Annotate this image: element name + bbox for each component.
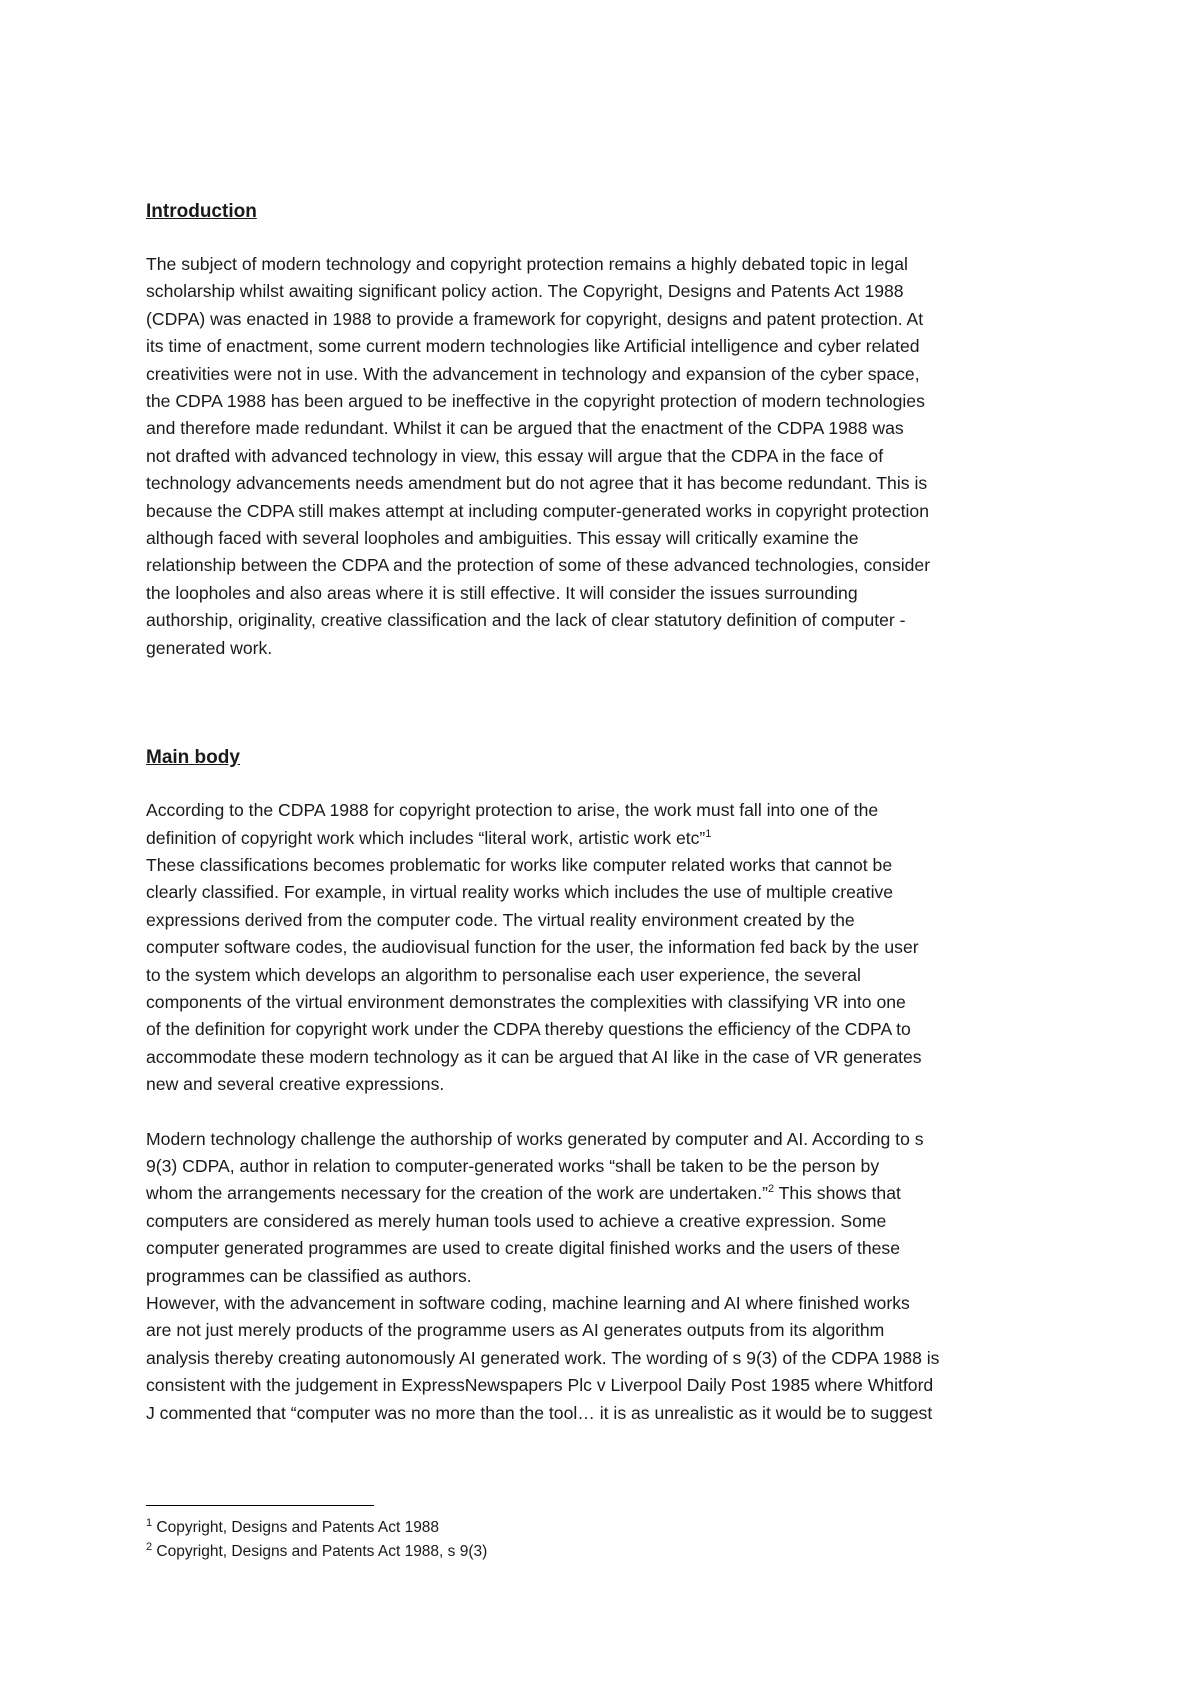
- text-line: to the system which develops an algorithm to personalise each user experience, the several: [146, 964, 861, 985]
- text-line: clearly classified. For example, in virtual reality works which includes the use of multiple creative: [146, 882, 894, 903]
- text-line: analysis thereby creating autonomously AI generated work. The wording of s 9(3) of the CDPA 1988 is: [146, 1347, 940, 1368]
- text-line: However, with the advancement in software coding, machine learning and AI where finished works: [146, 1293, 910, 1313]
- text-line: According to the CDPA 1988 for copyright protection to arise, the work must fall into one of the: [146, 800, 879, 821]
- text-line: 9(3) CDPA, author in relation to computer-generated works “shall be taken to be the person by: [146, 1155, 880, 1176]
- main-body-paragraph-1: [146, 797, 1066, 1098]
- text-line: because the CDPA still makes attempt at including computer-generated works in copyright protection: [146, 500, 929, 521]
- text-line: relationship between the CDPA and the protection of some of these advanced technologies, consider: [146, 555, 931, 576]
- text-line: of the definition for copyright work under the CDPA thereby questions the efficiency of the CDPA to: [146, 1019, 911, 1040]
- main-body-heading: Main body: [146, 747, 240, 769]
- text-line: and therefore made redundant. Whilst it can be argued that the enactment of the CDPA 1988 was: [146, 418, 904, 439]
- footnote-1: [146, 1516, 746, 1540]
- text-line: are not just merely products of the programme users as AI generates outputs from its algorithm: [146, 1320, 885, 1341]
- footnote-reference-2[interactable]: 2: [767, 1183, 775, 1196]
- text-line: computer software codes, the audiovisual function for the user, the information fed back by the user: [146, 937, 919, 958]
- footnote-number: 1: [146, 1516, 153, 1529]
- text-line: expressions derived from the computer code. The virtual reality environment created by the: [146, 909, 855, 930]
- document-page: [146, 198, 1066, 1427]
- text-line: [146, 825, 1066, 852]
- text-line: new and several creative expressions.: [146, 1074, 445, 1095]
- spacer: [146, 662, 1066, 744]
- text-line: the CDPA 1988 has been argued to be ineffective in the copyright protection of modern technologies: [146, 391, 925, 412]
- text-line: (CDPA) was enacted in 1988 to provide a framework for copyright, designs and patent protection. At: [146, 308, 924, 329]
- footnote-text: Copyright, Designs and Patents Act 1988: [152, 1519, 440, 1536]
- text-line: authorship, originality, creative classification and the lack of clear statutory definition of computer -: [146, 610, 906, 631]
- introduction-paragraph: [146, 251, 1066, 662]
- text-line: computer generated programmes are used to create digital finished works and the users of these: [146, 1238, 901, 1259]
- text-line: consistent with the judgement in ExpressNewspapers Plc v Liverpool Daily Post 1985 where Whitford: [146, 1375, 934, 1396]
- text-line: components of the virtual environment demonstrates the complexities with classifying VR into one: [146, 991, 906, 1012]
- text-line: scholarship whilst awaiting significant policy action. The Copyright, Designs and Patents Act 1988: [146, 281, 904, 302]
- footnote-2: [146, 1540, 746, 1564]
- text-line: the loopholes and also areas where it is still effective. It will consider the issues surrounding: [146, 582, 858, 603]
- text-line: although faced with several loopholes and ambiguities. This essay will critically examine the: [146, 528, 859, 549]
- footnote-text: Copyright, Designs and Patents Act 1988, s 9(3): [152, 1543, 488, 1560]
- footnote-separator: [146, 1505, 374, 1506]
- text-line: Modern technology challenge the authorship of works generated by computer and AI. According to s: [146, 1128, 924, 1149]
- spacer: [146, 771, 1066, 797]
- spacer: [146, 225, 1066, 251]
- introduction-heading: Introduction: [146, 201, 257, 222]
- text-line: not drafted with advanced technology in view, this essay will argue that the CDPA in the face of: [146, 445, 884, 466]
- text-line: J commented that “computer was no more than the tool… it is as unrealistic as it would be to suggest: [146, 1402, 933, 1423]
- footnotes-section: [146, 1505, 746, 1564]
- text-line: These classifications becomes problematic for works like computer related works that cannot be: [146, 854, 893, 875]
- spacer: [146, 1099, 1066, 1126]
- footnote-reference-1[interactable]: 1: [705, 827, 712, 840]
- main-body-paragraph-2: [146, 1126, 1066, 1427]
- text-line: accommodate these modern technology as it can be argued that AI like in the case of VR generates: [146, 1046, 922, 1067]
- text-fragment: whom the arrangements necessary for the creation of the work are undertaken.”: [146, 1183, 768, 1204]
- footnote-number: 2: [146, 1540, 153, 1553]
- text-line: its time of enactment, some current modern technologies like Artificial intelligence and cyber related: [146, 336, 920, 357]
- text-line: programmes can be classified as authors.: [146, 1265, 472, 1286]
- text-line: [146, 1180, 1066, 1207]
- text-line: generated work.: [146, 637, 273, 658]
- text-fragment: This shows that: [774, 1183, 901, 1204]
- text-fragment: definition of copyright work which includes “literal work, artistic work etc”: [146, 827, 706, 848]
- text-line: computers are considered as merely human tools used to achieve a creative expression. Some: [146, 1210, 887, 1231]
- text-line: creativities were not in use. With the advancement in technology and expansion of the cyber space,: [146, 363, 920, 384]
- text-line: The subject of modern technology and copyright protection remains a highly debated topic in legal: [146, 254, 908, 274]
- text-line: technology advancements needs amendment but do not agree that it has become redundant. This is: [146, 473, 928, 494]
